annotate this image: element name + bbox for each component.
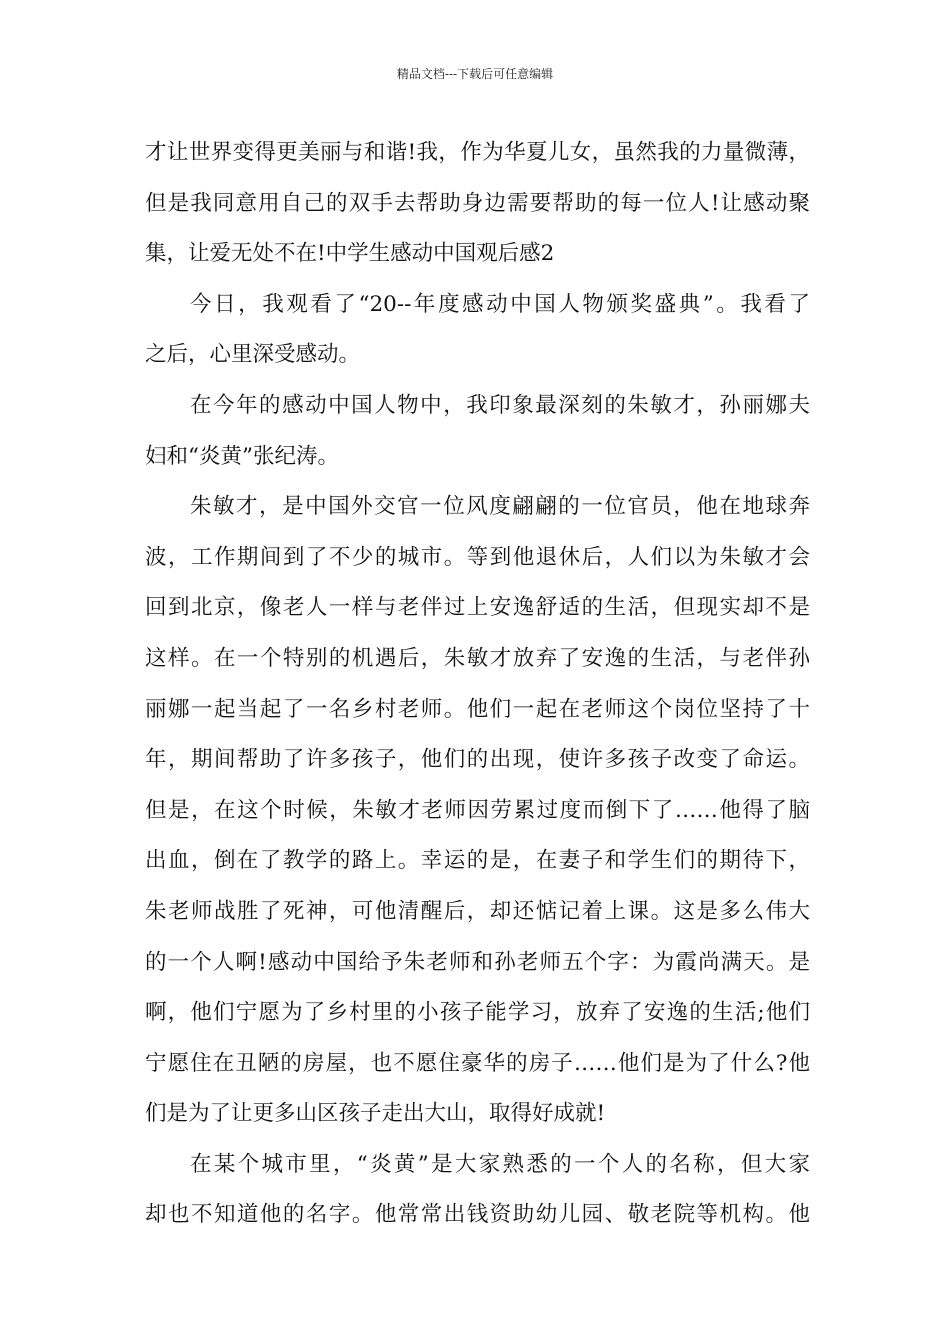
text-line: 之后，心里深受感动。 <box>145 342 361 368</box>
text-line: 今日，我观看了“20--年度感动中国人物颁奖盛典”。我看了 <box>190 291 810 317</box>
text-line: 波，工作期间到了不少的城市。等到他退休后，人们以为朱敏才会 <box>145 544 810 570</box>
text-line: 在今年的感动中国人物中，我印象最深刻的朱敏才，孙丽娜夫 <box>190 392 810 418</box>
text-line: 丽娜一起当起了一名乡村老师。他们一起在老师这个岗位坚持了十 <box>145 696 810 722</box>
text-line: 集，让爱无处不在!中学生感动中国观后感2 <box>145 241 555 267</box>
text-line: 出血，倒在了教学的路上。幸运的是，在妻子和学生们的期待下， <box>145 848 810 874</box>
text-line: 的一个人啊!感动中国给予朱老师和孙老师五个字：为霞尚满天。是 <box>145 949 810 975</box>
text-line: 但是，在这个时候，朱敏才老师因劳累过度而倒下了……他得了脑 <box>145 797 810 823</box>
text-line: 回到北京，像老人一样与老伴过上安逸舒适的生活，但现实却不是 <box>145 595 810 621</box>
text-line: 在某个城市里，“炎黄”是大家熟悉的一个人的名称，但大家 <box>190 1151 810 1177</box>
text-line: 朱敏才，是中国外交官一位风度翩翩的一位官员，他在地球奔 <box>190 494 810 520</box>
text-line: 但是我同意用自己的双手去帮助身边需要帮助的每一位人!让感动聚 <box>145 190 810 216</box>
text-line: 这样。在一个特别的机遇后，朱敏才放弃了安逸的生活，与老伴孙 <box>145 645 810 671</box>
text-line: 朱老师战胜了死神，可他清醒后，却还惦记着上课。这是多么伟大 <box>145 898 810 924</box>
page-header: 精品文档---下载后可任意编辑 <box>396 67 554 81</box>
text-line: 啊，他们宁愿为了乡村里的小孩子能学习，放弃了安逸的生活;他们 <box>145 1000 810 1026</box>
document-body <box>145 128 810 1241</box>
text-line: 却也不知道他的名字。他常常出钱资助幼儿园、敬老院等机构。他 <box>145 1202 810 1228</box>
text-line: 们是为了让更多山区孩子走出大山，取得好成就! <box>145 1101 606 1127</box>
text-line: 宁愿住在丑陋的房屋，也不愿住豪华的房子……他们是为了什么?他 <box>145 1050 810 1076</box>
text-line: 才让世界变得更美丽与和谐!我，作为华夏儿女，虽然我的力量微薄， <box>145 140 810 165</box>
text-line: 妇和“炎黄”张纪涛。 <box>145 443 339 469</box>
text-line: 年，期间帮助了许多孩子，他们的出现，使许多孩子改变了命运。 <box>145 747 810 773</box>
